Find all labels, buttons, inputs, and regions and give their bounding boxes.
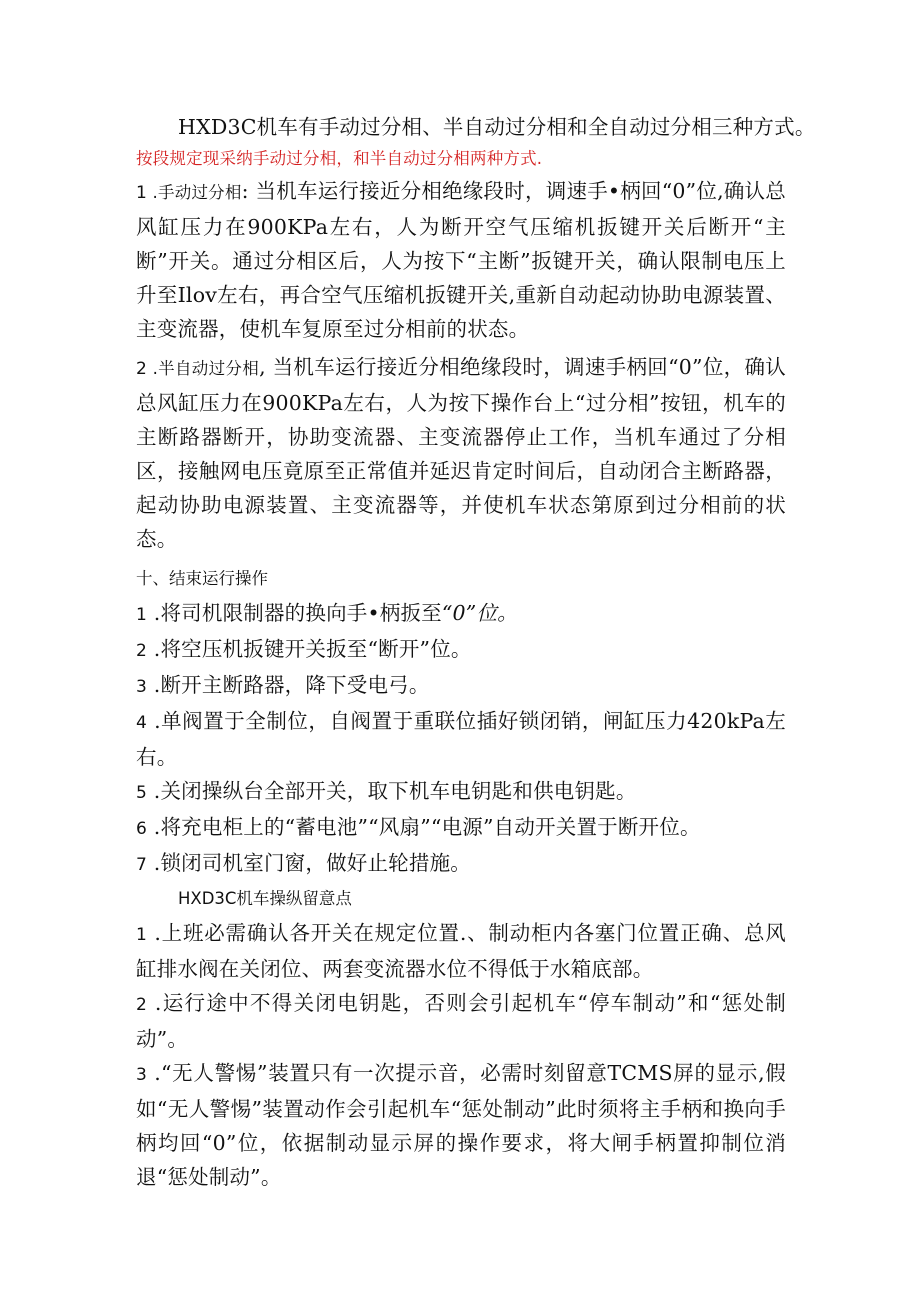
list-item-text: .将充电柜上的“蓄电池”“风扇”“电源”自动开关置于断开位。 bbox=[147, 815, 701, 839]
semi-auto-phase-number: 2 bbox=[136, 359, 148, 379]
manual-phase-paragraph bbox=[136, 174, 786, 346]
list-item bbox=[136, 632, 786, 668]
list-item-text: .关闭操纵台全部开关，取下机车电钥匙和供电钥匙。 bbox=[147, 779, 637, 803]
list-item bbox=[136, 774, 786, 810]
list-item-number: 5 bbox=[136, 783, 148, 803]
notice-paragraph: 按段规定现采纳手动过分相，和半自动过分相两种方式. bbox=[136, 149, 543, 168]
semi-auto-phase-paragraph bbox=[136, 350, 786, 556]
manual-phase-label: .手动过分相 bbox=[147, 183, 242, 202]
document-page bbox=[136, 110, 816, 1194]
manual-phase-text: : 当机车运行接近分相绝缘段时，调速手•柄回“0”位,确认总风缸压力在900KPa左右，人为断开空气压缩机扳键开关后断开“主断”开关。通过分相区后，人为按下“主断”扳键开关，确认限制电压上升至Ilov左右，再合空气压缩机扳键开关,重新自动起动协助电源装置、主变流器，使机车复原至过分相前的状态。 bbox=[136, 179, 786, 341]
manual-phase-number: 1 bbox=[136, 183, 148, 203]
list-item-text: .将空压机扳键开关扳至“断开”位。 bbox=[147, 637, 472, 661]
notes-title: HXD3C机车操纵留意点 bbox=[178, 889, 352, 908]
list-item-text: .运行途中不得关闭电钥匙，否则会引起机车“停车制动”和“惩处制动”。 bbox=[136, 991, 786, 1051]
list-item-number: 1 bbox=[136, 605, 148, 625]
list-item-number: 2 bbox=[136, 995, 148, 1015]
list-item-number: 7 bbox=[136, 855, 148, 875]
list-item bbox=[136, 1056, 786, 1194]
list-item bbox=[136, 810, 786, 846]
list-item-number: 1 bbox=[136, 925, 148, 945]
list-item-number: 2 bbox=[136, 641, 148, 661]
list-item-text: .上班必需确认各开关在规定位置.、制动柜内各塞门位置正确、总风缸排水阀在关闭位、两套变流器水位不得低于水箱底部。 bbox=[136, 921, 786, 981]
list-item-number: 3 bbox=[136, 677, 148, 697]
list-item-text: .锁闭司机室门窗，做好止轮措施。 bbox=[147, 851, 471, 875]
list-item-number: 4 bbox=[136, 713, 148, 733]
list-item-number: 6 bbox=[136, 819, 148, 839]
list-item-number: 3 bbox=[136, 1065, 148, 1085]
list-item bbox=[136, 596, 786, 632]
list-item bbox=[136, 916, 786, 986]
list-item bbox=[136, 846, 786, 882]
list-item-text: .“无人警惕”装置只有一次提示音，必需时刻留意TCMS屏的显示,假如“无人警惕”装置动作会引起机车“惩处制动”此时须将主手柄和换向手柄均回“0”位，依据制动显示屏的操作要求，将大闸手柄置抑制位消退“惩处制动”。 bbox=[136, 1061, 786, 1189]
list-item-text: .将司机限制器的换向手•柄扳至 bbox=[147, 601, 442, 625]
list-item-tail: “0”位。 bbox=[441, 601, 518, 625]
semi-auto-phase-text: , 当机车运行接近分相绝缘段时，调速手柄回“0”位，确认总风缸压力在900KPa左右，人为按下操作台上“过分相”按钮，机车的主断路器断开，协助变流器、主变流器停止工作，当机车通过了分相区，接触网电压竟原至正常值并延迟肯定时间后，自动闭合主断路器，起动协助电源装置、主变流器等，并使机车状态第原到过分相前的状态。 bbox=[136, 355, 786, 551]
section-10-title: 十、结束运行操作 bbox=[136, 569, 268, 588]
list-item bbox=[136, 668, 786, 704]
list-item-text: .断开主断路器，降下受电弓。 bbox=[147, 673, 430, 697]
semi-auto-phase-label: .半自动过分相 bbox=[147, 359, 260, 378]
list-item-text: .单阀置于全制位，自阀置于重联位插好锁闭销，闸缸压力420kPa左右。 bbox=[136, 709, 786, 769]
list-item bbox=[136, 704, 786, 774]
list-item bbox=[136, 986, 786, 1056]
intro-paragraph: HXD3C机车有手动过分相、半自动过分相和全自动过分相三种方式。 bbox=[178, 115, 816, 139]
